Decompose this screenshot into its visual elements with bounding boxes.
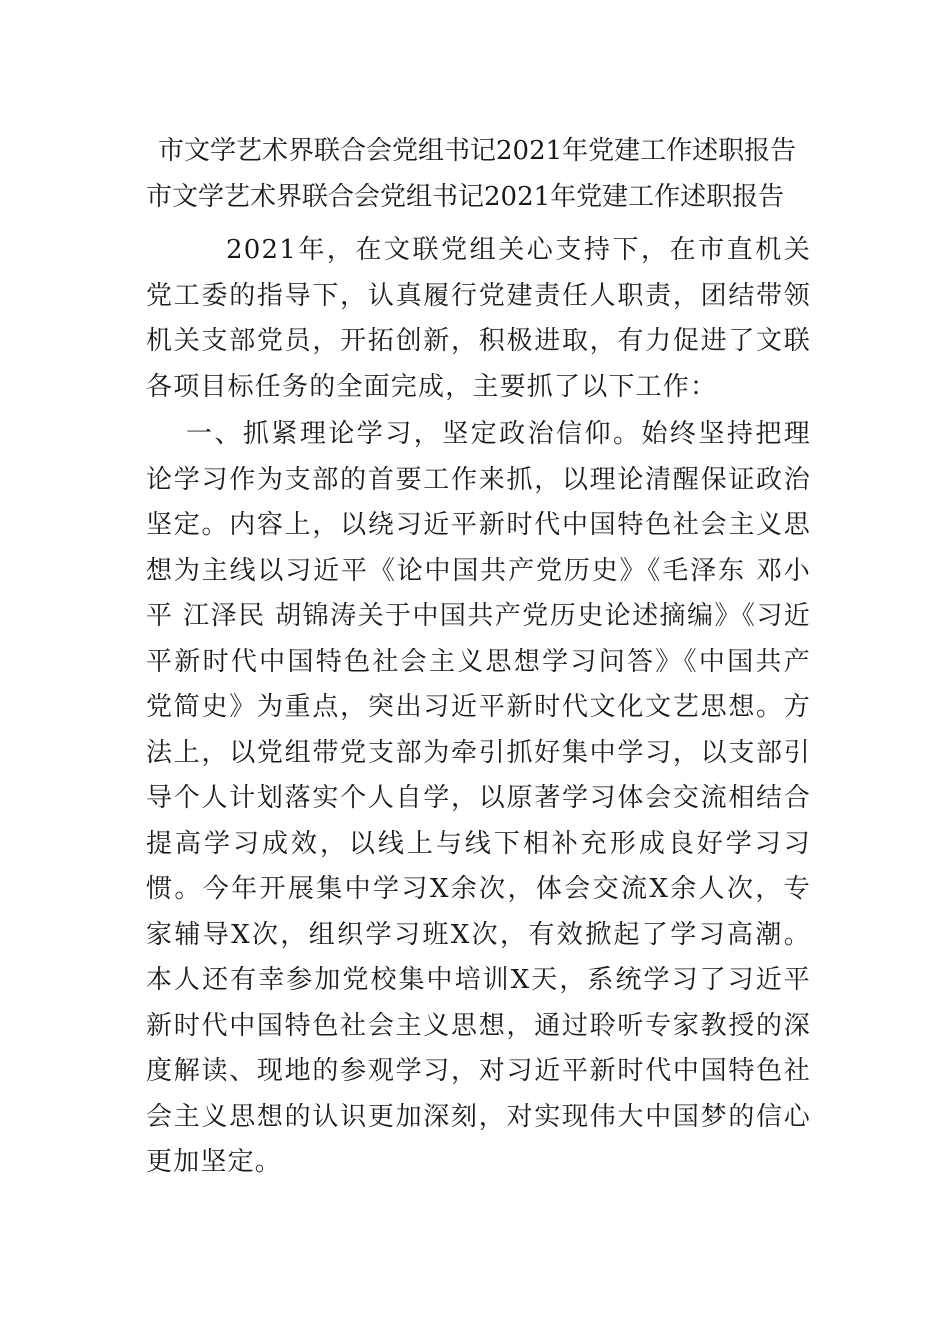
intro-paragraph: 2021年，在文联党组关心支持下，在市直机关党工委的指导下，认真履行党建责任人职责，团结带领机关支部党员，开拓创新，积极进取，有力促进了文联各项目标任务的全面完成，主要抓了以下工作： bbox=[146, 235, 811, 402]
document-title: 市文学艺术界联合会党组书记2021年党建工作述职报告 bbox=[158, 136, 797, 166]
document-body bbox=[146, 128, 811, 1186]
document-title-repeat: 市文学艺术界联合会党组书记2021年党建工作述职报告 bbox=[146, 182, 785, 212]
section-one-paragraph: 一、抓紧理论学习，坚定政治信仰。始终坚持把理论学习作为支部的首要工作来抓，以理论清醒保证政治坚定。内容上，以绕习近平新时代中国特色社会主义思想为主线以习近平《论中国共产党历史》《毛泽东 邓小平 江泽民 胡锦涛关于中国共产党历史论述摘编》《习近平新时代中国特色社会主义思想学习问答》《中国共产党简史》为重点，突出习近平新时代文化文艺思想。方法上，以党组带党支部为牵引抓好集中学习，以支部引导个人计划落实个人自学，以原著学习体会交流相结合提高学习成效，以线上与线下相补充形成良好学习习惯。今年开展集中学习X余次，体会交流X余人次，专家辅导X次，组织学习班X次，有效掀起了学习高潮。本人还有幸参加党校集中培训X天，系统学习了习近平新时代中国特色社会主义思想，通过聆听专家教授的深度解读、现地的参观学习，对习近平新时代中国特色社会主义思想的认识更加深刻，对实现伟大中国梦的信心更加坚定。 bbox=[146, 419, 811, 1177]
